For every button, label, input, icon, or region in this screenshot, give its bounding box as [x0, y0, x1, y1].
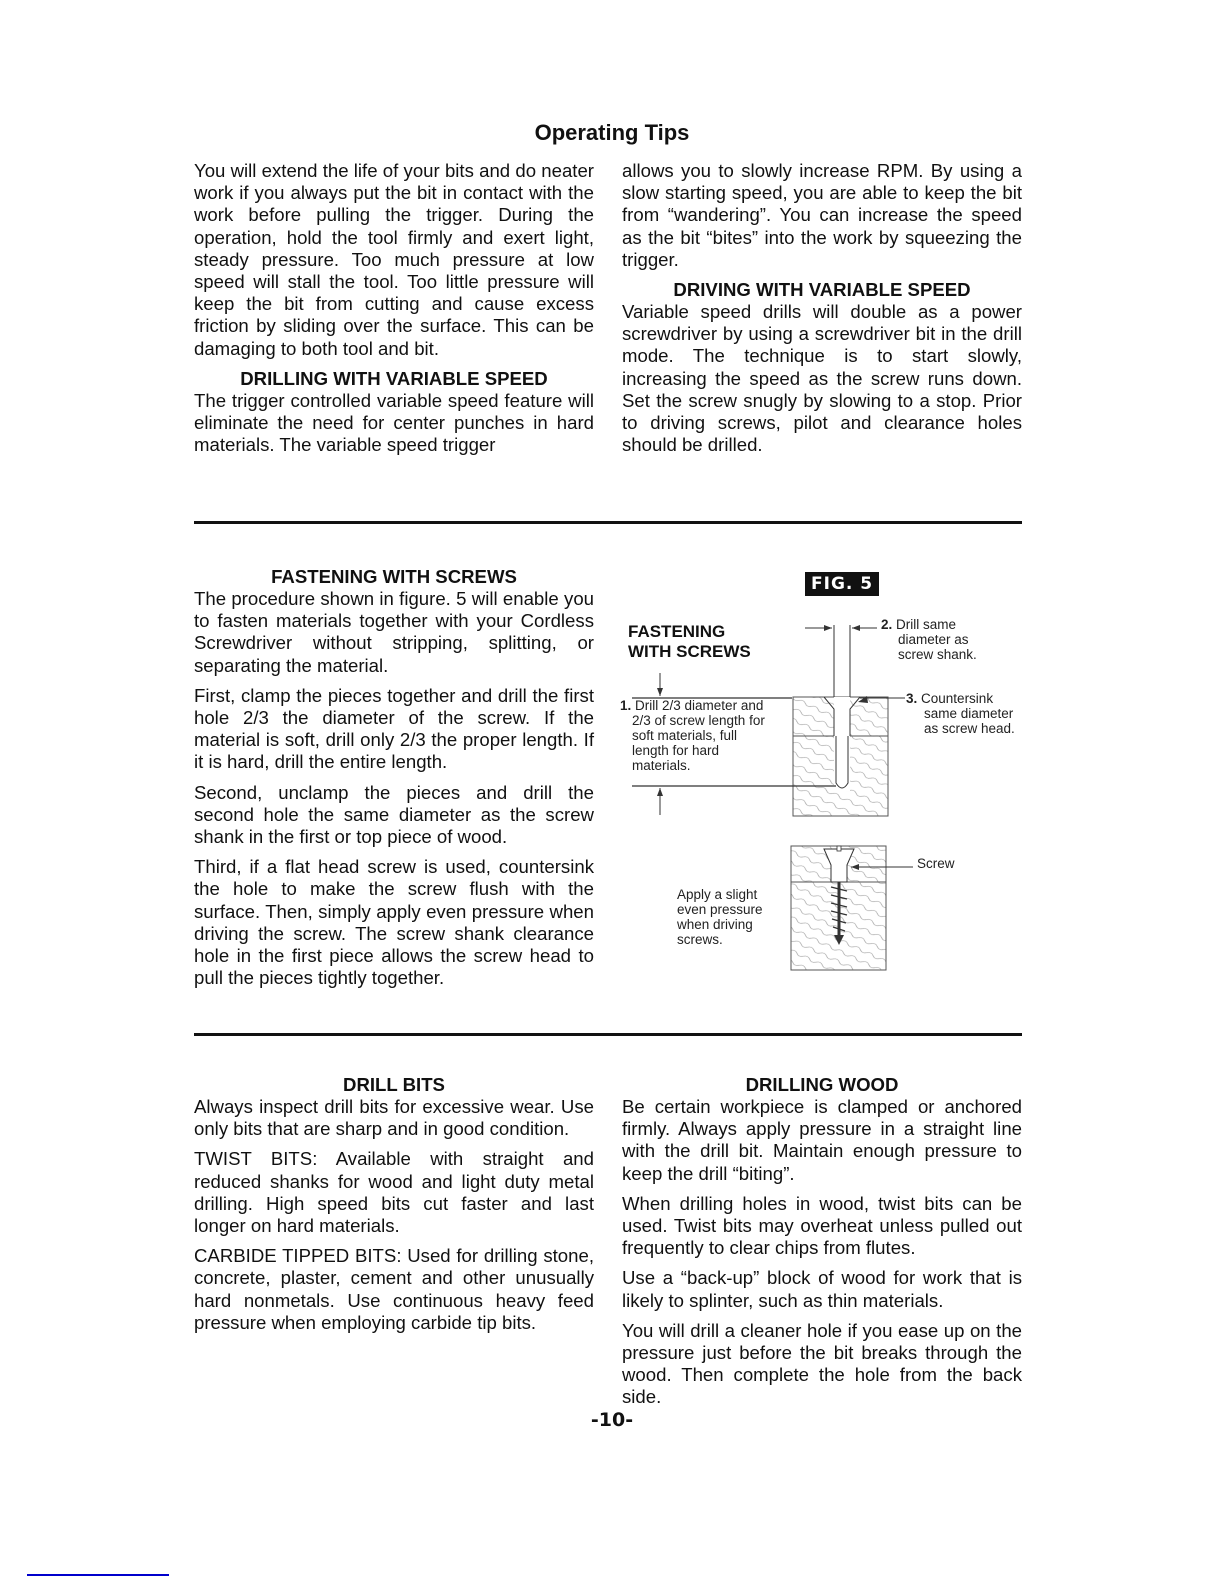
- drilling-wood-paragraph: Be certain workpiece is clamped or anchored firmly. Always apply pressure in a straight line with the drill bit. Maintain enough pressure to keep the drill “biting”.: [622, 1096, 1022, 1184]
- drilling-variable-speed-text: The trigger controlled variable speed feature will eliminate the need for center punches in hard materials. The variable speed trigger: [194, 389, 594, 456]
- drilling-variable-speed-heading: DRILLING WITH VARIABLE SPEED: [240, 367, 548, 389]
- fastening-column: [194, 566, 594, 997]
- drilling-variable-speed-text-continued: allows you to slowly increase RPM. By using a slow starting speed, you are able to keep the bit from “wandering”. You can increase the speed as the bit “bites” into the work by squeezing the trigger.: [622, 160, 1022, 270]
- drill-bits-heading: DRILL BITS: [343, 1074, 445, 1095]
- screw-label: Screw: [917, 856, 955, 871]
- top-left-column: [194, 160, 594, 456]
- figure-heading: FASTENING WITH SCREWS: [628, 622, 751, 661]
- fastening-heading: FASTENING WITH SCREWS: [271, 566, 517, 587]
- pressure-note: Apply a slight even pressure when driving screws.: [677, 887, 763, 947]
- drill-bits-column: [194, 1074, 594, 1342]
- section-divider-top: [194, 521, 1022, 524]
- drilling-wood-column: [622, 1074, 1022, 1417]
- callout-1: 1. Drill 2/3 diameter and 2/3 of screw length for soft materials, full length for hard materials.: [620, 698, 765, 773]
- figure-label: FIG. 5: [805, 572, 879, 596]
- intro-paragraph: You will extend the life of your bits and do neater work if you always put the bit in contact with the work before pulling the trigger. During the operation, hold the tool firmly and exert light, steady pressure. Too much pressure at low speed will stall the tool. Too little pressure will keep the bit from cutting and cause excess friction by sliding over the surface. This can be damaging to both tool and bit.: [194, 160, 594, 359]
- section-divider-bottom: [194, 1033, 1022, 1036]
- fastening-paragraph: Second, unclamp the pieces and drill the second hole the same diameter as the screw shank in the first or top piece of wood.: [194, 781, 594, 848]
- drill-bits-paragraph: Always inspect drill bits for excessive wear. Use only bits that are sharp and in good condition.: [194, 1096, 594, 1140]
- drilling-wood-paragraph: When drilling holes in wood, twist bits can be used. Twist bits may overheat unless pulled out frequently to clear chips from flutes.: [622, 1192, 1022, 1259]
- drilling-wood-paragraph: Use a “back-up” block of wood for work that is likely to splinter, such as thin materials.: [622, 1267, 1022, 1311]
- drilling-wood-heading: DRILLING WOOD: [745, 1074, 899, 1095]
- callout-3: 3. Countersink same diameter as screw head.: [906, 691, 1015, 736]
- top-right-column: [622, 160, 1022, 456]
- driving-variable-speed-heading: DRIVING WITH VARIABLE SPEED: [673, 279, 971, 301]
- page-number: -10-: [590, 1409, 634, 1431]
- drill-bits-paragraph: TWIST BITS: Available with straight and reduced shanks for wood and light duty metal drilling. High speed bits cut faster and last longer on hard materials.: [194, 1148, 594, 1237]
- drill-bits-paragraph: CARBIDE TIPPED BITS: Used for drilling stone, concrete, plaster, cement and other unusually hard nonmetals. Use continuous heavy feed pressure when employing carbide tip bits.: [194, 1245, 594, 1333]
- fastening-paragraph: First, clamp the pieces together and drill the first hole 2/3 the diameter of the screw. If the material is soft, drill only 2/3 the proper length. If it is hard, drill the entire length.: [194, 684, 594, 773]
- figure-5: [615, 565, 1035, 985]
- page-title: Operating Tips: [534, 120, 690, 145]
- callout-2: 2. Drill same diameter as screw shank.: [881, 617, 977, 662]
- driving-variable-speed-text: Variable speed drills will double as a power screwdriver by using a screwdriver bit in the drill mode. The technique is to start slowly, increasing the speed as the screw runs down. Set the screw snugly by slowing to a stop. Prior to driving screws, pilot and clearance holes should be drilled.: [622, 301, 1022, 456]
- fastening-paragraph: The procedure shown in figure. 5 will enable you to fasten materials together with your Cordless Screwdriver without stripping, splitting, or separating the material.: [194, 588, 594, 676]
- drilling-wood-paragraph: You will drill a cleaner hole if you ease up on the pressure just before the bit breaks through the wood. Then complete the hole from the back side.: [622, 1319, 1022, 1408]
- footer-link-underline: [27, 1574, 169, 1576]
- fastening-paragraph: Third, if a flat head screw is used, countersink the hole to make the screw flush with the surface. Then, simply apply even pressure when driving the screw. The screw shank clearance hole in the first piece allows the screw head to pull the pieces tightly together.: [194, 856, 594, 989]
